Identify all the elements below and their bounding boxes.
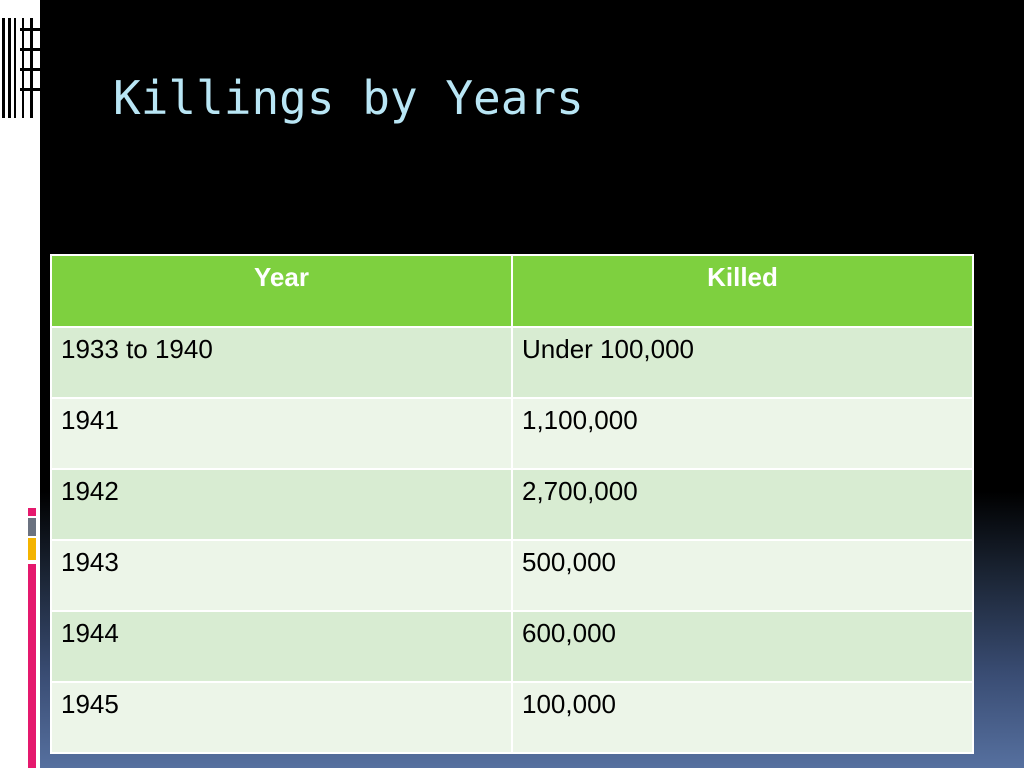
accent-bar-pink-long (28, 564, 36, 768)
cell-killed: 500,000 (512, 540, 973, 611)
accent-bar-yellow (28, 538, 36, 560)
accent-bars (28, 508, 40, 768)
table-row (51, 682, 973, 753)
cell-killed: 600,000 (512, 611, 973, 682)
cell-year: 1944 (51, 611, 512, 682)
cell-killed: 1,100,000 (512, 398, 973, 469)
cell-year: 1933 to 1940 (51, 327, 512, 398)
cell-killed: 100,000 (512, 682, 973, 753)
cell-killed: Under 100,000 (512, 327, 973, 398)
cell-year: 1945 (51, 682, 512, 753)
window-grid-icon (0, 18, 40, 118)
accent-bar-pink (28, 508, 36, 516)
cell-year: 1943 (51, 540, 512, 611)
table-row (51, 469, 973, 540)
cell-killed: 2,700,000 (512, 469, 973, 540)
table-row (51, 611, 973, 682)
slide-title: Killings by Years (113, 71, 584, 125)
killings-table (50, 254, 974, 754)
table-row (51, 540, 973, 611)
accent-bar-gray (28, 518, 36, 536)
cell-year: 1942 (51, 469, 512, 540)
header-killed: Killed (512, 255, 973, 327)
header-year: Year (51, 255, 512, 327)
table-row (51, 327, 973, 398)
cell-year: 1941 (51, 398, 512, 469)
table-row (51, 398, 973, 469)
table-header-row (51, 255, 973, 327)
